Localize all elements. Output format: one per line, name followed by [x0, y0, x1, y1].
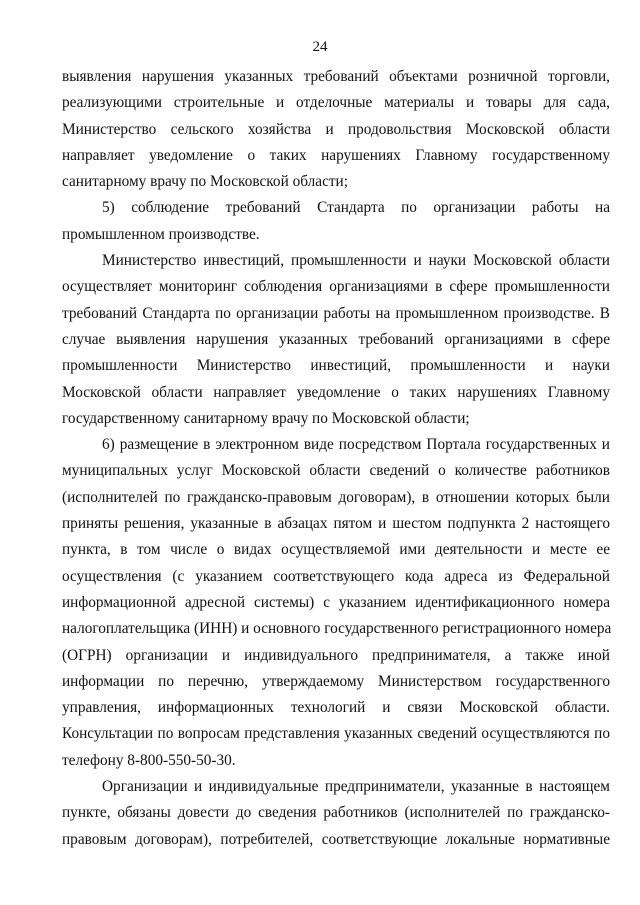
text-line: Организации и индивидуальные предприниматели, указанные в настоящем — [102, 778, 610, 796]
text-line: муниципальных услуг Московской области сведений о количестве работников — [62, 462, 610, 480]
text-line: реализующими строительные и отделочные материалы и товары для сада, — [62, 94, 610, 112]
text-line: информации по перечню, утверждаемому Министерством государственного — [62, 672, 610, 690]
text-line: Министерство инвестиций, промышленности и науки Московской области — [102, 252, 610, 270]
text-line: (ОГРН) организации и индивидуального предпринимателя, а также иной — [62, 646, 610, 664]
text-line: направляет уведомление о таких нарушениях Главному государственному — [62, 146, 610, 164]
text-line: пункте, обязаны довести до сведения работников (исполнителей по гражданско- — [62, 804, 610, 822]
text-line: Консультации по вопросам представления указанных сведений осуществляются по — [62, 725, 610, 743]
text-line: телефону 8-800-550-50-30. — [62, 751, 236, 769]
text-line: информационной адресной системы) с указанием идентификационного номера — [62, 593, 610, 611]
text-line: Министерство сельского хозяйства и продовольствия Московской области — [62, 120, 610, 138]
text-line: промышленности Министерство инвестиций, промышленности и науки — [62, 357, 610, 375]
text-line: санитарному врачу по Московской области; — [62, 173, 348, 191]
text-line: промышленном производстве. — [62, 225, 260, 243]
text-line: приняты решения, указанные в абзацах пятом и шестом подпункта 2 настоящего — [62, 515, 610, 533]
text-line: налогоплательщика (ИНН) и основного государственного регистрационного номера — [62, 620, 612, 638]
text-line: государственному санитарному врачу по Московской области; — [62, 409, 470, 427]
text-line: 6) размещение в электронном виде посредством Портала государственных и — [102, 436, 610, 454]
text-line: 5) соблюдение требований Стандарта по организации работы на — [102, 199, 610, 217]
document-body — [62, 68, 610, 857]
text-line: правовым договорам), потребителей, соответствующие локальные нормативные — [62, 830, 610, 848]
text-line: выявления нарушения указанных требований объектами розничной торговли, — [62, 68, 610, 85]
text-line: случае выявления нарушения указанных требований организациями в сфере — [62, 330, 610, 348]
text-line: осуществления (с указанием соответствующего кода адреса из Федеральной — [62, 567, 610, 585]
text-line: управления, информационных технологий и связи Московской области. — [62, 699, 610, 717]
text-line: пункта, в том числе о видах осуществляемой ими деятельности и месте ее — [62, 541, 610, 559]
text-line: осуществляет мониторинг соблюдения организациями в сфере промышленности — [62, 278, 610, 296]
text-line: Московской области направляет уведомление о таких нарушениях Главному — [62, 383, 610, 401]
text-line: требований Стандарта по организации работы на промышленном производстве. В — [62, 304, 610, 322]
page-number: 24 — [312, 39, 328, 55]
text-line: (исполнителей по гражданско-правовым договорам), в отношении которых были — [62, 488, 610, 506]
